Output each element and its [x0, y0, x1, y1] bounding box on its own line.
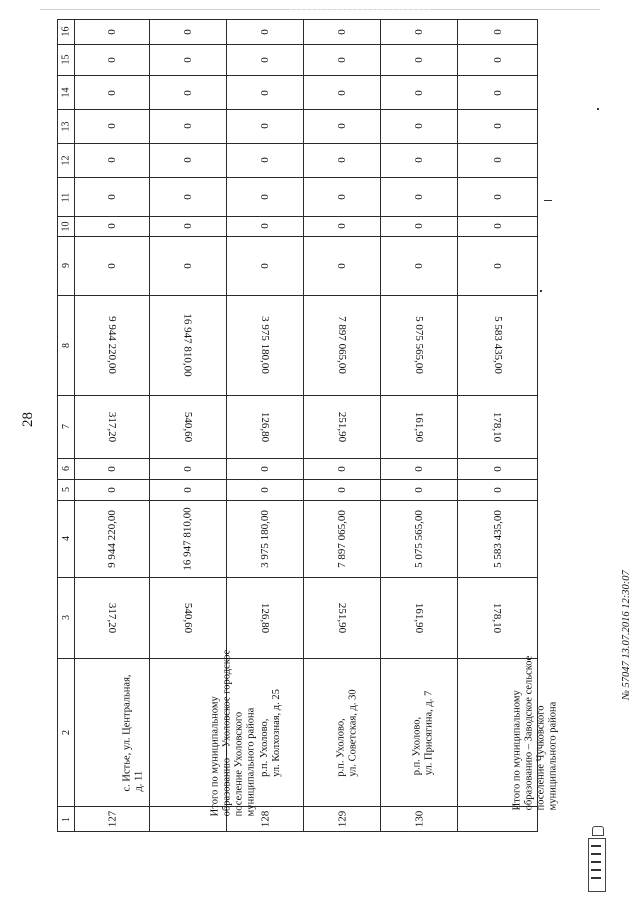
column-header-9: [58, 236, 75, 295]
address-text: [259, 689, 283, 777]
address-line: р.п. Ухолово,: [335, 718, 347, 777]
value-cell-c4: [75, 501, 150, 578]
address-cell: [381, 659, 458, 807]
value-cell-c10: [458, 217, 538, 236]
value-cell-c14: [150, 76, 227, 110]
page-number: 28: [20, 412, 36, 427]
cell-value: 0: [336, 194, 348, 200]
cell-value: 0: [182, 123, 194, 129]
value-cell-c16: [304, 20, 381, 45]
column-header-14: [58, 76, 75, 110]
cell-value: 0: [106, 157, 118, 164]
column-header-label: 13: [60, 121, 72, 132]
cell-value: 540,60: [182, 602, 194, 634]
cell-value: 0: [259, 57, 271, 63]
cell-value: 126,80: [259, 602, 271, 634]
value-cell-c13: [304, 109, 381, 143]
value-cell-c7: [304, 395, 381, 458]
table-column-7: [58, 395, 538, 458]
value-cell-c3: [381, 577, 458, 659]
table-column-9: [58, 236, 538, 295]
table-column-8: [58, 295, 538, 395]
value-cell-c5: [304, 479, 381, 500]
cell-value: 0: [413, 29, 425, 35]
value-cell-c14: [75, 76, 150, 110]
value-cell-c13: [227, 109, 304, 143]
value-cell-c12: [75, 143, 150, 178]
column-header-label: 4: [60, 536, 72, 542]
value-cell-c10: [150, 217, 227, 236]
column-header-7: [58, 395, 75, 458]
cell-value: 16 947 810,00: [182, 507, 194, 571]
row-number: 130: [413, 810, 425, 828]
address-line: д. 11: [133, 770, 145, 792]
table-column-1: [58, 807, 538, 832]
address-text: [336, 689, 360, 776]
cell-value: 0: [182, 487, 194, 493]
column-header-label: 11: [60, 192, 72, 203]
column-header-label: 3: [60, 615, 72, 621]
cell-value: 540,60: [182, 411, 194, 443]
column-header-2: [58, 659, 75, 807]
cell-value: 0: [491, 487, 504, 493]
value-cell-c16: [381, 20, 458, 45]
value-cell-c9: [381, 236, 458, 295]
value-cell-c3: [75, 577, 150, 659]
value-cell-c8: [75, 295, 150, 395]
column-header-label: 1: [60, 816, 72, 822]
cell-value: 0: [413, 194, 425, 200]
cell-value: 0: [413, 57, 425, 63]
cell-value: 0: [336, 223, 348, 230]
value-cell-c11: [304, 178, 381, 217]
value-cell-c6: [150, 459, 227, 479]
address-cell: [150, 649, 257, 817]
value-cell-c11: [381, 178, 458, 217]
cell-value: 0: [106, 57, 118, 63]
value-cell-c15: [304, 44, 381, 76]
row-number-cell: [381, 807, 458, 832]
cell-value: 0: [259, 487, 271, 493]
cell-value: 7 897 065,00: [336, 316, 348, 375]
value-cell-c6: [458, 459, 538, 479]
address-line: муниципального района: [547, 701, 559, 811]
column-header-8: [58, 295, 75, 395]
value-cell-c7: [381, 395, 458, 458]
row-number: 128: [259, 810, 271, 828]
table-column-11: [58, 178, 538, 217]
margin-tick: [544, 200, 552, 201]
value-cell-c11: [227, 178, 304, 217]
value-cell-c6: [381, 459, 458, 479]
value-cell-c7: [75, 395, 150, 458]
table-column-14: [58, 76, 538, 110]
value-cell-c16: [458, 20, 538, 45]
value-cell-c6: [75, 459, 150, 479]
cell-value: 251,90: [336, 411, 348, 443]
value-cell-c8: [304, 295, 381, 395]
address-line: муниципального района: [245, 707, 257, 817]
value-cell-c13: [75, 109, 150, 143]
cell-value: 0: [182, 89, 194, 96]
cell-value: 0: [413, 123, 425, 129]
row-number-cell: [458, 807, 538, 832]
property-table: [57, 19, 559, 832]
value-cell-c14: [227, 76, 304, 110]
cell-value: 0: [491, 466, 504, 472]
cell-value: 0: [106, 89, 118, 96]
value-cell-c15: [75, 44, 150, 76]
cell-value: 0: [106, 194, 118, 200]
cell-value: 7 897 065,00: [336, 509, 348, 568]
cell-value: 0: [491, 157, 504, 164]
table-column-12: [58, 143, 538, 178]
value-cell-c3: [458, 577, 538, 659]
cell-value: 0: [413, 466, 425, 472]
address-text: [122, 674, 146, 791]
cell-value: 161,90: [413, 411, 425, 443]
cell-value: 178,10: [491, 411, 504, 443]
column-header-12: [58, 143, 75, 178]
column-header-13: [58, 109, 75, 143]
cell-value: 0: [182, 262, 194, 269]
cell-value: 0: [336, 89, 348, 96]
table-column-3: [58, 577, 538, 659]
cell-value: 0: [182, 194, 194, 200]
value-cell-c4: [381, 501, 458, 578]
value-cell-c16: [227, 20, 304, 45]
cell-value: 0: [259, 157, 271, 164]
value-cell-c8: [227, 295, 304, 395]
cell-value: 0: [259, 223, 271, 230]
value-cell-c3: [227, 577, 304, 659]
value-cell-c14: [458, 76, 538, 110]
cell-value: 0: [336, 29, 348, 35]
table-column-13: [58, 109, 538, 143]
cell-value: 0: [413, 157, 425, 164]
address-text: [411, 691, 435, 776]
value-cell-c10: [304, 217, 381, 236]
cell-value: 0: [336, 57, 348, 63]
column-header-16: [58, 20, 75, 45]
value-cell-c4: [458, 501, 538, 578]
cell-value: 5 075 565,00: [413, 509, 425, 568]
cell-value: 0: [182, 223, 194, 230]
value-cell-c12: [227, 143, 304, 178]
cell-value: 0: [413, 223, 425, 230]
address-cell: [458, 655, 559, 811]
value-cell-c8: [150, 295, 227, 395]
cell-value: 251,90: [336, 602, 348, 634]
cell-value: 0: [336, 487, 348, 493]
column-header-label: 5: [60, 487, 72, 493]
value-cell-c6: [227, 459, 304, 479]
value-cell-c15: [381, 44, 458, 76]
column-header-4: [58, 501, 75, 578]
value-cell-c14: [381, 76, 458, 110]
value-cell-c12: [458, 143, 538, 178]
address-line: ул. Колхозная, д. 25: [270, 688, 282, 777]
stamp-icon: [588, 838, 606, 892]
value-cell-c11: [150, 178, 227, 217]
value-cell-c15: [150, 44, 227, 76]
column-header-15: [58, 44, 75, 76]
value-cell-c5: [227, 479, 304, 500]
column-header-11: [58, 178, 75, 217]
value-cell-c8: [381, 295, 458, 395]
table-column-5: [58, 479, 538, 500]
top-dashed-line: [290, 9, 430, 10]
cell-value: 9 944 220,00: [106, 316, 118, 375]
value-cell-c15: [458, 44, 538, 76]
column-header-label: 10: [60, 221, 72, 232]
cell-value: 3 975 180,00: [259, 509, 271, 568]
column-header-1: [58, 807, 75, 832]
value-cell-c12: [381, 143, 458, 178]
value-cell-c15: [227, 44, 304, 76]
cell-value: 0: [106, 466, 118, 472]
column-header-label: 8: [60, 342, 72, 348]
value-cell-c8: [458, 295, 538, 395]
cell-value: 0: [336, 123, 348, 129]
address-line: р.п. Ухолово,: [258, 718, 270, 777]
column-header-label: 14: [60, 87, 72, 98]
value-cell-c7: [150, 395, 227, 458]
cell-value: 161,90: [413, 602, 425, 634]
cell-value: 0: [106, 223, 118, 230]
cell-value: 0: [491, 29, 504, 35]
address-line: ул. Присягина, д. 7: [423, 690, 435, 776]
stamp-icon-head: [592, 826, 604, 836]
cell-value: 0: [106, 29, 118, 35]
address-line: поселение Чучковского: [535, 705, 547, 811]
table-column-15: [58, 44, 538, 76]
margin-dot: [597, 108, 599, 110]
value-cell-c9: [304, 236, 381, 295]
value-cell-c16: [150, 20, 227, 45]
address-line: образованию – Заводское сельское: [523, 655, 535, 811]
cell-value: 9 944 220,00: [106, 509, 118, 568]
cell-value: 0: [259, 123, 271, 129]
cell-value: 16 947 810,00: [182, 313, 194, 377]
cell-value: 5 583 435,00: [491, 509, 504, 568]
cell-value: 0: [259, 194, 271, 200]
value-cell-c4: [304, 501, 381, 578]
cell-value: 0: [491, 262, 504, 269]
value-cell-c3: [304, 577, 381, 659]
row-number: 127: [106, 810, 118, 828]
cell-value: 0: [182, 466, 194, 472]
value-cell-c9: [150, 236, 227, 295]
value-cell-c13: [381, 109, 458, 143]
cell-value: 0: [491, 194, 504, 200]
column-header-label: 2: [60, 730, 72, 736]
address-line: ул. Советская, д. 30: [347, 689, 359, 777]
margin-dot: [540, 290, 542, 292]
cell-value: 0: [336, 466, 348, 472]
cell-value: 0: [259, 89, 271, 96]
value-cell-c7: [227, 395, 304, 458]
value-cell-c12: [150, 143, 227, 178]
value-cell-c10: [381, 217, 458, 236]
address-line: с. Истье, ул. Центральная,: [121, 674, 133, 792]
address-line: Итого по муниципальному: [209, 696, 221, 817]
cell-value: 0: [259, 29, 271, 35]
column-header-3: [58, 577, 75, 659]
cell-value: 126,80: [259, 411, 271, 443]
column-header-label: 9: [60, 263, 72, 269]
value-cell-c5: [75, 479, 150, 500]
value-cell-c16: [75, 20, 150, 45]
value-cell-c5: [150, 479, 227, 500]
column-header-label: 6: [60, 466, 72, 472]
value-cell-c10: [75, 217, 150, 236]
value-cell-c5: [458, 479, 538, 500]
address-line: р.п. Ухолово,: [411, 716, 423, 776]
row-number-cell: [75, 807, 150, 832]
address-line: образованию – Ухоловское городское: [221, 649, 233, 817]
value-cell-c10: [227, 217, 304, 236]
cell-value: 0: [336, 157, 348, 164]
cell-value: 0: [106, 262, 118, 269]
cell-value: 0: [259, 262, 271, 269]
value-cell-c9: [227, 236, 304, 295]
document-registration-footer: № 57047 13.07.2016 12:30:07: [621, 570, 632, 700]
value-cell-c6: [304, 459, 381, 479]
column-header-label: 7: [60, 424, 72, 430]
cell-value: 5 075 565,00: [413, 316, 425, 375]
row-number: 129: [336, 810, 348, 828]
cell-value: 0: [259, 466, 271, 472]
address-text: [209, 650, 257, 817]
cell-value: 317,20: [106, 411, 118, 443]
cell-value: 0: [106, 487, 118, 493]
value-cell-c3: [150, 577, 227, 659]
column-header-label: 12: [60, 155, 72, 166]
table-column-6: [58, 459, 538, 479]
address-cell: [75, 659, 150, 807]
value-cell-c13: [458, 109, 538, 143]
address-line: поселение Ухоловского: [233, 711, 245, 817]
column-header-label: 16: [60, 26, 72, 37]
rotated-table-sheet: [57, 19, 559, 832]
cell-value: 0: [413, 487, 425, 493]
column-header-6: [58, 459, 75, 479]
value-cell-c7: [458, 395, 538, 458]
value-cell-c11: [458, 178, 538, 217]
value-cell-c14: [304, 76, 381, 110]
value-cell-c4: [227, 501, 304, 578]
cell-value: 0: [182, 157, 194, 164]
cell-value: 0: [413, 89, 425, 96]
column-header-label: 15: [60, 54, 72, 65]
cell-value: 0: [491, 89, 504, 96]
cell-value: 3 975 180,00: [259, 316, 271, 375]
column-header-10: [58, 217, 75, 236]
cell-value: 0: [182, 57, 194, 63]
cell-value: 0: [106, 123, 118, 129]
address-text: [511, 656, 559, 811]
column-header-5: [58, 479, 75, 500]
cell-value: 0: [182, 29, 194, 35]
value-cell-c9: [458, 236, 538, 295]
value-cell-c13: [150, 109, 227, 143]
table-column-10: [58, 217, 538, 236]
value-cell-c11: [75, 178, 150, 217]
table-column-4: [58, 501, 538, 578]
value-cell-c12: [304, 143, 381, 178]
value-cell-c4: [150, 501, 227, 578]
cell-value: 0: [491, 123, 504, 129]
table-column-16: [58, 20, 538, 45]
cell-value: 5 583 435,00: [491, 316, 504, 375]
value-cell-c9: [75, 236, 150, 295]
address-line: Итого по муниципальному: [511, 690, 523, 811]
row-number-cell: [304, 807, 381, 832]
cell-value: 178,10: [491, 602, 504, 634]
cell-value: 317,20: [106, 602, 118, 634]
cell-value: 0: [413, 262, 425, 269]
cell-value: 0: [491, 223, 504, 230]
table-column-2: [58, 659, 538, 807]
address-cell: [304, 659, 381, 807]
value-cell-c5: [381, 479, 458, 500]
cell-value: 0: [336, 262, 348, 269]
cell-value: 0: [491, 57, 504, 63]
